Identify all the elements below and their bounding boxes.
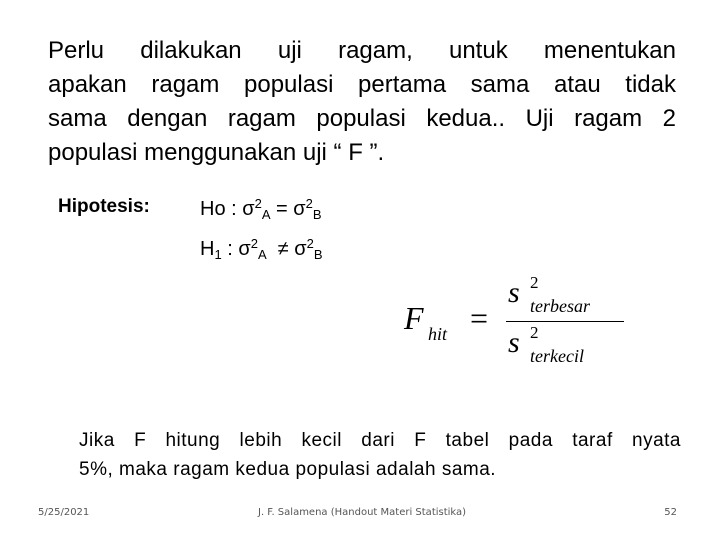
formula-equals: = (470, 300, 489, 336)
numerator-subscript: terbesar (530, 296, 590, 316)
numerator-variable: s (508, 276, 520, 309)
h0-sub-b: B (312, 207, 322, 222)
null-hypothesis (200, 196, 322, 222)
footer-date: 5/25/2021 (38, 507, 90, 518)
h0-exp-a: 2 (254, 196, 262, 211)
h1-op: ≠ σ (266, 238, 307, 260)
h1-sub-a: A (257, 247, 267, 262)
h0-lhs: Ho : σ (200, 198, 255, 220)
conclusion-line: 5%, maka ragam kedua populasi adalah sama. (79, 459, 497, 480)
hypothesis-label: Hipotesis: (58, 196, 150, 217)
formula-lhs-sub: hit (428, 324, 448, 344)
intro-paragraph (48, 34, 676, 170)
denominator-subscript: terkecil (530, 346, 584, 366)
denominator-exponent: 2 (530, 323, 539, 342)
f-statistic-formula (398, 270, 638, 380)
h1-sub-b: B (313, 247, 323, 262)
conclusion-paragraph (79, 426, 681, 484)
formula-lhs: F (404, 300, 424, 336)
intro-line: Perlu dilakukan uji ragam, untuk menentukan (48, 37, 676, 64)
conclusion-line: Jika F hitung lebih kecil dari F tabel pada taraf nyata (79, 430, 681, 451)
denominator-variable: s (508, 326, 520, 359)
h0-exp-b: 2 (305, 196, 313, 211)
h1-h: H (200, 238, 215, 260)
alternative-hypothesis (200, 236, 323, 262)
intro-line: sama dengan ragam populasi kedua.. Uji ragam 2 (48, 105, 676, 132)
footer-page-number: 52 (664, 507, 677, 518)
h0-op: = σ (270, 198, 306, 220)
h1-h-sub: 1 (214, 247, 222, 262)
numerator-exponent: 2 (530, 273, 539, 292)
footer-credit: J. F. Salamena (Handout Materi Statistika) (258, 507, 467, 518)
h1-lhs: : σ (221, 238, 251, 260)
h1-exp-b: 2 (306, 236, 314, 251)
h0-sub-a: A (261, 207, 271, 222)
h1-exp-a: 2 (250, 236, 258, 251)
fraction-bar (506, 321, 624, 322)
intro-line: populasi menggunakan uji “ F ”. (48, 139, 385, 166)
intro-line: apakan ragam populasi pertama sama atau tidak (48, 71, 676, 98)
